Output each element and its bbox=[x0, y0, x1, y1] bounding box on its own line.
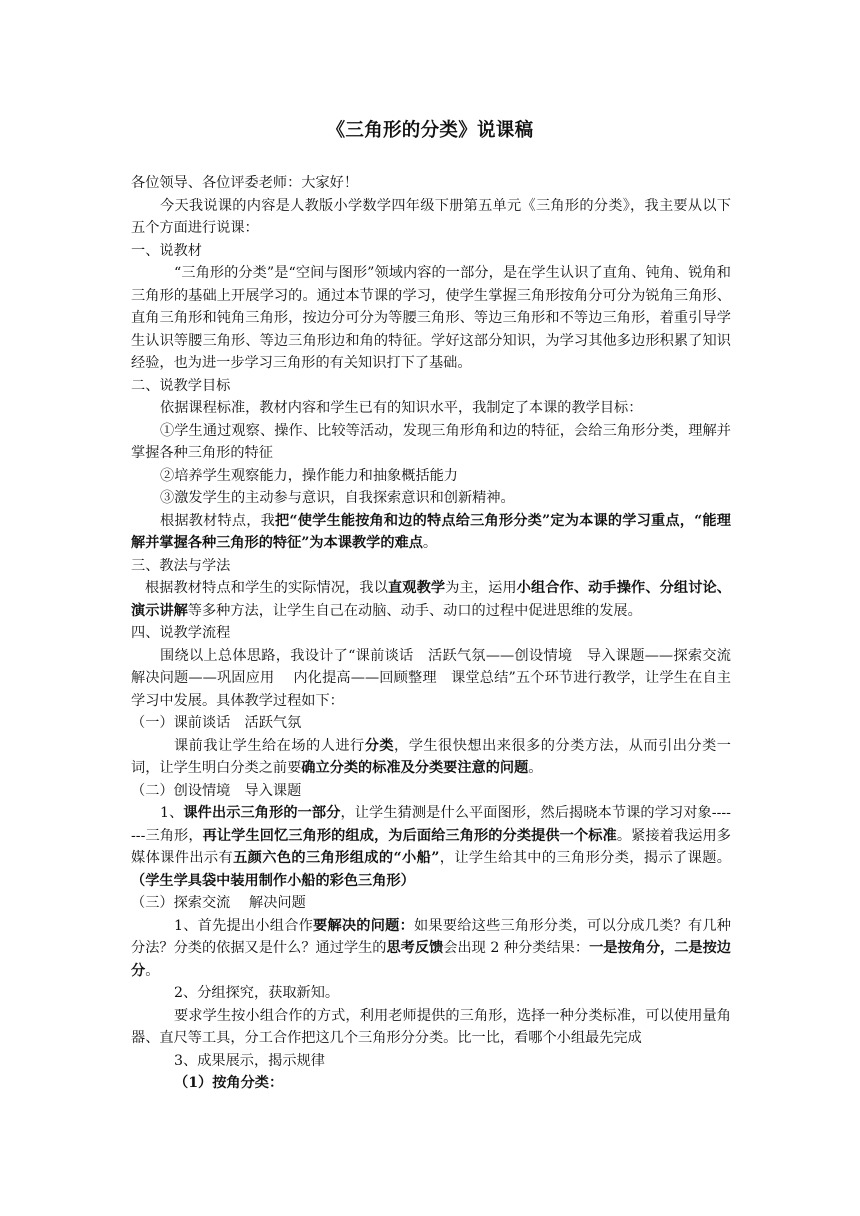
key-points-emphasis: 把“使学生能按角和边的特点给三角形分类”定为本课的学习重点，“能理解并掌握各种三角形的特征”为本课教学的难点 bbox=[131, 512, 731, 551]
part-1-text-e: 。 bbox=[528, 760, 543, 776]
key-points-text-c: 。 bbox=[422, 535, 438, 551]
part-2-emphasis-2: 再让学生回忆三角形的组成，为后面给三角形的分类提供一个标准 bbox=[202, 827, 617, 844]
methods-text-e: 等多种方法，让学生自己在动脑、动手、动口的过程中促进思维的发展。 bbox=[187, 602, 642, 619]
goal-2: ②培养学生观察能力，操作能力和抽象概括能力 bbox=[160, 467, 458, 484]
section-1-paragraph: “三角形的分类”是“空间与图形”领域内容的一部分，是在学生认识了直角、钝角、锐角和三角形的基础上开展学习的。通过本节课的学习，使学生掌握三角形按角分可分为锐角三角形、直角三角形和钝角三角形，按边分可分为等腰三角形、等边三角形和不等边三角形，着重引导学生认识等腰三角形、等边三角形边和角的特征。学好这部分知识，为学习其他多边形积累了知识经验，也为进一步学习三角形的有关知识打下了基础。 bbox=[131, 265, 731, 371]
part-2-paragraph bbox=[131, 802, 731, 892]
part-1-text-c: ，学生很快想出来很多的分类方法，从而引出分类一词，让学生明白分类之前要 bbox=[131, 737, 731, 776]
goals-lead: 依据课程标准，教材内容和学生已有的知识水平，我制定了本课的教学目标： bbox=[160, 400, 643, 416]
part-1-text-a: 课前我让学生给在场的人进行 bbox=[174, 737, 365, 754]
part-2-text-g: ，让学生给其中的三角形分类，揭示了课题。 bbox=[439, 850, 731, 866]
step-2-paragraph: 要求学生按小组合作的方式，利用老师提供的三角形，选择一种分类标准，可以使用量角器、直尺等工具，分工合作把这几个三角形分分类。比一比，看哪个小组最先完成 bbox=[131, 1007, 731, 1046]
part-3-emphasis-1: 要解决的问题： bbox=[313, 917, 414, 934]
part-3-text-c: 如果要给这些三角形分类，可以分成几类？有几种分法？分类的依据又是什么？通过学生的 bbox=[131, 917, 731, 956]
methods-text-c: 为主，运用 bbox=[445, 580, 517, 596]
part-1-emphasis-2: 确立分类的标准及分类要注意的问题 bbox=[301, 760, 529, 776]
section-2-heading: 二、说教学目标 bbox=[131, 377, 231, 394]
subsection-1-label: （1）按角分类： bbox=[174, 1075, 284, 1091]
part-2-text-c: ，让学生猜测是什么平面图形，然后揭晓本节课的学习对象-------三角形， bbox=[131, 805, 731, 844]
part-3-paragraph bbox=[131, 915, 731, 983]
methods-emphasis-1: 直观教学 bbox=[388, 580, 446, 596]
part-3-text-a: 1、首先提出小组合作 bbox=[174, 917, 314, 934]
document-title: 《三角形的分类》说课稿 bbox=[326, 120, 534, 141]
methods-emphasis-2: 小组合作、动手操作、分组讨论、演示讲解 bbox=[131, 580, 731, 619]
section-1-heading: 一、说教材 bbox=[131, 242, 202, 259]
key-points-text-a: 根据教材特点，我 bbox=[160, 512, 275, 529]
part-3-emphasis-2: 思考反馈 bbox=[386, 940, 444, 956]
part-2-heading: （二）创设情境 导入课题 bbox=[131, 782, 302, 799]
section-4-heading: 四、说教学流程 bbox=[131, 625, 231, 641]
part-2-text-e: 。紧接着我运用多媒体课件出示有 bbox=[131, 827, 731, 866]
part-2-emphasis-4: （学生学具袋中装用制作小船的彩色三角形） bbox=[131, 872, 415, 889]
section-3-heading: 三、教法与学法 bbox=[131, 557, 231, 574]
intro-paragraph: 今天我说课的内容是人教版小学数学四年级下册第五单元《三角形的分类》，我主要从以下五个方面进行说课： bbox=[131, 197, 731, 236]
part-1-emphasis-1: 分类 bbox=[364, 737, 395, 754]
greeting: 各位领导、各位评委老师：大家好！ bbox=[131, 175, 359, 191]
methods-paragraph bbox=[131, 577, 731, 622]
part-2-text-a: 1、 bbox=[160, 805, 184, 821]
document-body bbox=[131, 172, 750, 1095]
part-3-text-e: 会出现 2 种分类结果： bbox=[443, 940, 590, 956]
goal-1: ①学生通过观察、操作、比较等活动，发现三角形角和边的特征，会给三角形分类，理解并掌握各种三角形的特征 bbox=[131, 422, 731, 461]
methods-text-a: 根据教材特点和学生的实际情况，我以 bbox=[145, 580, 388, 596]
part-2-emphasis-3: 五颜六色的三角形组成的“小船” bbox=[233, 850, 440, 866]
step-3-heading: 3、成果展示，揭示规律 bbox=[174, 1052, 325, 1069]
part-2-emphasis-1: 课件出示三角形的一部分 bbox=[183, 805, 341, 821]
part-1-paragraph bbox=[131, 735, 731, 780]
part-1-heading: （一）课前谈话 活跃气氛 bbox=[131, 715, 302, 731]
process-paragraph: 围绕以上总体思路，我设计了“课前谈话 活跃气氛——创设情境 导入课题——探索交流 解决问题——巩固应用 内化提高——回顾整理 课堂总结”五个环节进行教学，让学生在自主学习中发展。具体教学过程如下： bbox=[131, 647, 750, 709]
step-2-heading: 2、分组探究，获取新知。 bbox=[174, 985, 340, 1001]
part-3-heading: （三）探索交流 解决问题 bbox=[131, 895, 306, 911]
goal-3: ③激发学生的主动参与意识，自我探索意识和创新精神。 bbox=[160, 490, 515, 506]
part-3-emphasis-3: 一是按角分，二是按边分 bbox=[131, 940, 731, 979]
key-points-paragraph bbox=[131, 510, 731, 555]
subsection-1-heading bbox=[131, 1072, 731, 1095]
part-3-text-g: 。 bbox=[145, 962, 160, 979]
